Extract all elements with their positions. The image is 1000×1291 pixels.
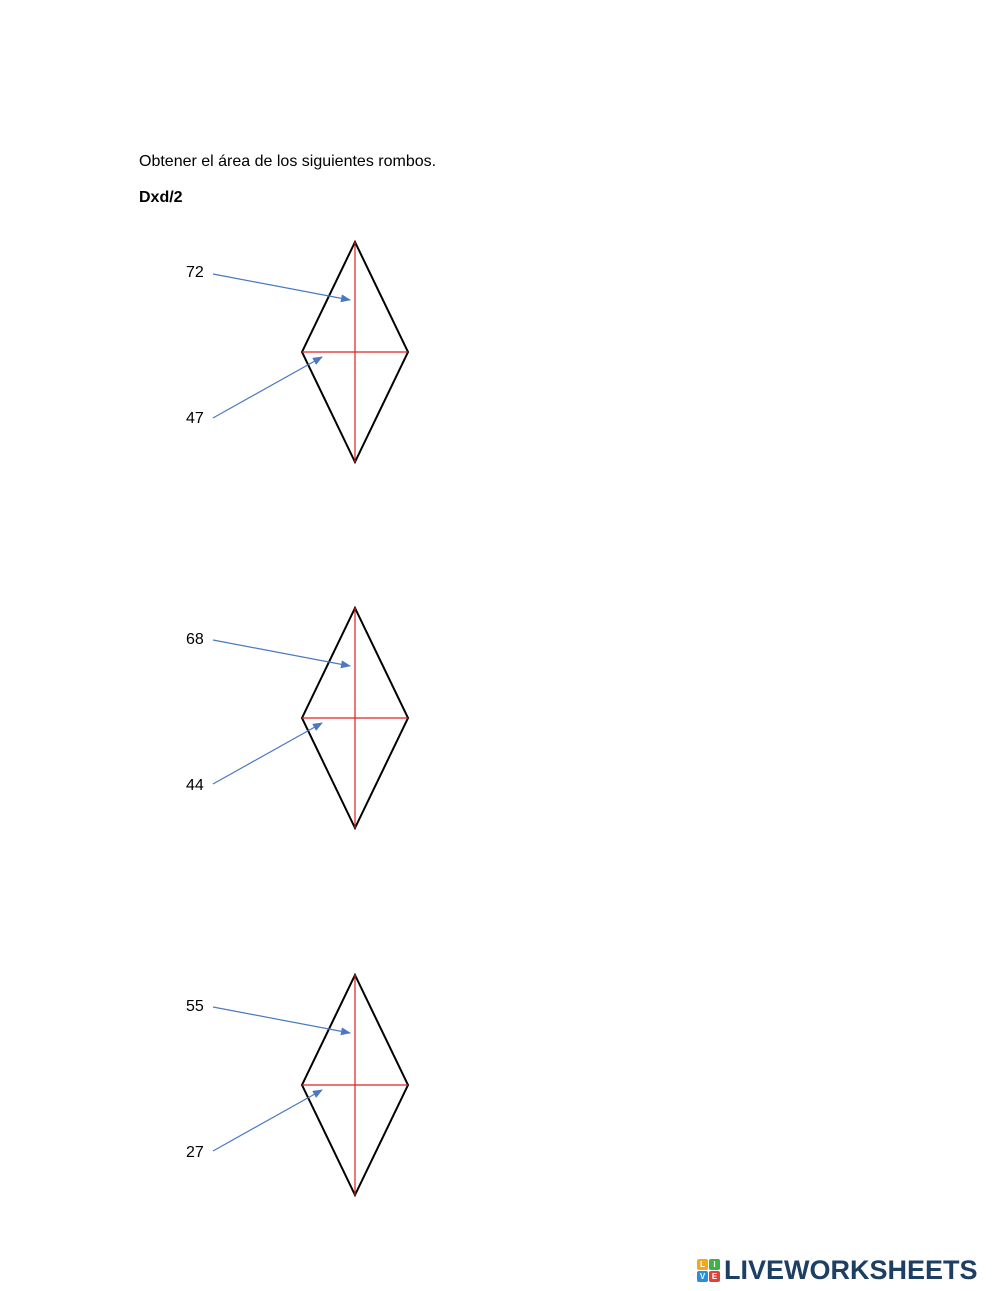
rhombus-figure-2	[0, 596, 500, 856]
logo-letter-i: I	[709, 1259, 720, 1270]
logo-letter-l: L	[697, 1259, 708, 1270]
major-diagonal-label: 68	[186, 631, 204, 648]
liveworksheets-logo	[697, 1254, 978, 1286]
minor-diagonal-arrow	[213, 357, 322, 418]
liveworksheets-wordmark: LIVEWORKSHEETS	[724, 1255, 978, 1285]
rhombus-figure-1	[0, 230, 500, 490]
major-diagonal-label: 55	[186, 998, 204, 1015]
major-diagonal-label: 72	[186, 264, 204, 281]
rhombus-diagram-3	[0, 963, 500, 1223]
minor-diagonal-label: 44	[186, 777, 204, 794]
major-diagonal-arrow	[213, 274, 350, 300]
logo-letter-e: E	[709, 1271, 720, 1282]
minor-diagonal-arrow	[213, 723, 322, 784]
minor-diagonal-arrow	[213, 1090, 322, 1151]
minor-diagonal-label: 27	[186, 1144, 204, 1161]
liveworksheets-logo-icon	[697, 1259, 720, 1282]
major-diagonal-arrow	[213, 1007, 350, 1033]
rhombus-diagram-2	[0, 596, 500, 856]
rhombus-diagram-1	[0, 230, 500, 490]
minor-diagonal-label: 47	[186, 410, 204, 427]
instruction-text: Obtener el área de los siguientes rombos.	[139, 153, 437, 170]
major-diagonal-arrow	[213, 640, 350, 666]
area-formula: Dxd/2	[139, 189, 183, 206]
logo-letter-v: V	[697, 1271, 708, 1282]
rhombus-figure-3	[0, 963, 500, 1223]
